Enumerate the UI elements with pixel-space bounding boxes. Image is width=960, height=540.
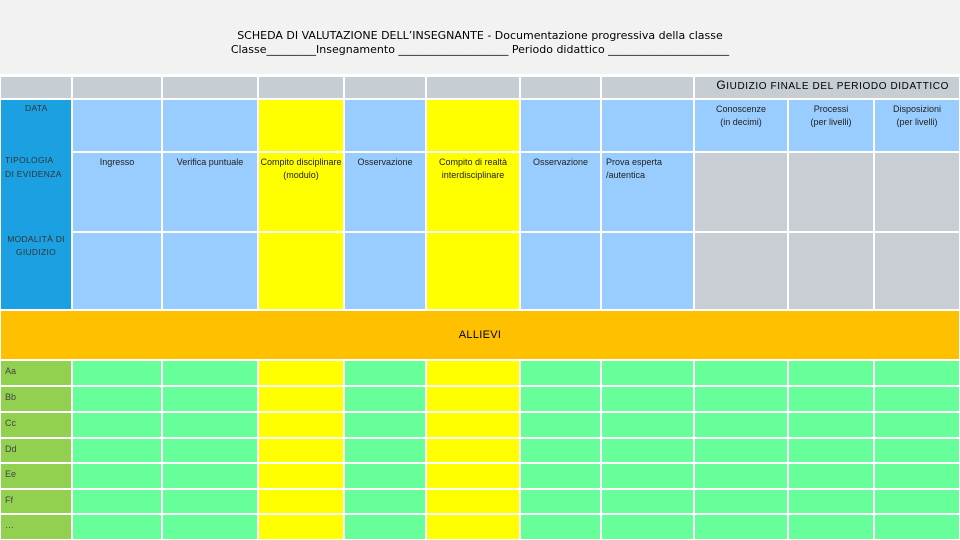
student-grade-cell[interactable]: [601, 386, 694, 412]
student-grade-cell[interactable]: [788, 438, 874, 463]
student-grade-cell[interactable]: [426, 514, 520, 540]
student-name: Dd: [5, 444, 17, 454]
student-grade-cell[interactable]: [344, 489, 426, 514]
final-column-subtitle: (in decimi): [720, 117, 762, 127]
evidence-type-cell: [258, 152, 344, 232]
student-name: Bb: [5, 392, 17, 402]
header-strip-cell: [426, 76, 520, 99]
modalita-cell[interactable]: [72, 232, 162, 310]
final-column-subtitle: (per livelli): [810, 117, 852, 127]
student-grade-cell[interactable]: [874, 514, 960, 540]
final-grade-cell[interactable]: [874, 232, 960, 310]
data-label: DATA: [25, 103, 48, 113]
student-grade-cell[interactable]: [601, 489, 694, 514]
evidence-type-cell: [520, 152, 601, 232]
student-grade-cell[interactable]: [694, 438, 788, 463]
final-column-header: [788, 99, 874, 152]
header-strip-cell: [258, 76, 344, 99]
student-name-cell: [0, 412, 72, 438]
final-grade-cell[interactable]: [694, 152, 788, 232]
final-column-title: Processi: [813, 104, 849, 114]
final-grade-cell[interactable]: [788, 152, 874, 232]
student-grade-cell[interactable]: [520, 412, 601, 438]
student-grade-cell[interactable]: [162, 360, 258, 386]
tipologia-label: [5, 153, 62, 181]
evidence-type-label: Ingresso: [99, 157, 135, 167]
giudizio-finale-header: [694, 76, 960, 99]
student-name-cell: [0, 514, 72, 540]
student-grade-cell[interactable]: [344, 463, 426, 489]
header-strip-cell: [72, 76, 162, 99]
modalita-cell[interactable]: [426, 232, 520, 310]
sheet-title: SCHEDA DI VALUTAZIONE DELL’INSEGNANTE - Documentazione progressiva della classe: [237, 29, 723, 42]
student-grade-cell[interactable]: [874, 412, 960, 438]
student-grade-cell[interactable]: [72, 386, 162, 412]
final-column-header: [694, 99, 788, 152]
allievi-band: [0, 310, 960, 360]
student-grade-cell[interactable]: [601, 514, 694, 540]
evidence-type-cell: [72, 152, 162, 232]
student-grade-cell[interactable]: [162, 463, 258, 489]
student-grade-cell[interactable]: [520, 514, 601, 540]
student-grade-cell[interactable]: [694, 360, 788, 386]
giudizio-finale-title-initial: G: [716, 78, 727, 92]
student-grade-cell[interactable]: [258, 412, 344, 438]
student-name: Cc: [5, 418, 16, 428]
student-grade-cell[interactable]: [344, 360, 426, 386]
final-column-title: Disposizioni: [892, 104, 942, 114]
student-name-cell: [0, 386, 72, 412]
student-grade-cell[interactable]: [344, 412, 426, 438]
evidence-type-label: Osservazione: [357, 157, 413, 167]
student-grade-cell[interactable]: [601, 360, 694, 386]
student-grade-cell[interactable]: [426, 438, 520, 463]
student-grade-cell[interactable]: [72, 514, 162, 540]
student-grade-cell[interactable]: [601, 412, 694, 438]
student-grade-cell[interactable]: [426, 360, 520, 386]
student-grade-cell[interactable]: [694, 463, 788, 489]
final-grade-cell[interactable]: [874, 152, 960, 232]
student-grade-cell[interactable]: [520, 438, 601, 463]
student-grade-cell[interactable]: [344, 438, 426, 463]
evidence-type-label: Compito di realtà interdisciplinare: [438, 157, 508, 180]
sheet-subtitle: Classe_________Insegnamento ____________________ Periodo didattico ______________________: [230, 43, 730, 56]
student-grade-cell[interactable]: [694, 514, 788, 540]
modalita-cell[interactable]: [162, 232, 258, 310]
student-grade-cell[interactable]: [258, 438, 344, 463]
student-grade-cell[interactable]: [426, 489, 520, 514]
student-grade-cell[interactable]: [426, 386, 520, 412]
final-grade-cell[interactable]: [694, 232, 788, 310]
student-name: …: [5, 520, 14, 530]
student-name-cell: [0, 463, 72, 489]
date-cell[interactable]: [72, 99, 162, 152]
final-grade-cell[interactable]: [788, 232, 874, 310]
student-grade-cell[interactable]: [601, 438, 694, 463]
student-grade-cell[interactable]: [788, 463, 874, 489]
evidence-type-cell: [344, 152, 426, 232]
evidence-type-cell: [162, 152, 258, 232]
student-grade-cell[interactable]: [72, 463, 162, 489]
student-grade-cell[interactable]: [874, 360, 960, 386]
final-column-subtitle: (per livelli): [896, 117, 938, 127]
student-grade-cell[interactable]: [72, 412, 162, 438]
student-grade-cell[interactable]: [694, 386, 788, 412]
modalita-cell[interactable]: [601, 232, 694, 310]
student-grade-cell[interactable]: [72, 489, 162, 514]
tipologia-label-line1: TIPOLOGIA: [5, 155, 54, 165]
student-name: Ee: [5, 469, 17, 479]
header-strip-cell: [162, 76, 258, 99]
student-grade-cell[interactable]: [72, 438, 162, 463]
student-grade-cell[interactable]: [162, 514, 258, 540]
modalita-label-line2: GIUDIZIO: [15, 247, 57, 257]
student-name-cell: [0, 438, 72, 463]
student-grade-cell[interactable]: [601, 463, 694, 489]
student-grade-cell[interactable]: [162, 489, 258, 514]
student-grade-cell[interactable]: [520, 360, 601, 386]
modalita-cell[interactable]: [520, 232, 601, 310]
student-grade-cell[interactable]: [72, 360, 162, 386]
student-grade-cell[interactable]: [788, 386, 874, 412]
final-column-header: [874, 99, 960, 152]
header-strip-cell: [0, 76, 72, 99]
evidence-type-label: Osservazione: [532, 157, 589, 167]
evidence-type-cell: [601, 152, 694, 232]
student-grade-cell[interactable]: [694, 412, 788, 438]
student-grade-cell[interactable]: [162, 438, 258, 463]
date-cell[interactable]: [426, 99, 520, 152]
student-grade-cell[interactable]: [426, 412, 520, 438]
student-name: Ff: [5, 495, 13, 505]
left-label-column: [0, 99, 72, 310]
header-strip-cell: [520, 76, 601, 99]
student-grade-cell[interactable]: [258, 514, 344, 540]
student-grade-cell[interactable]: [520, 386, 601, 412]
student-grade-cell[interactable]: [162, 412, 258, 438]
student-grade-cell[interactable]: [874, 438, 960, 463]
evidence-type-label: Verifica puntuale: [176, 157, 244, 167]
modalita-cell[interactable]: [344, 232, 426, 310]
header-strip-cell: [344, 76, 426, 99]
final-column-title: Conoscenze: [715, 104, 767, 114]
student-grade-cell[interactable]: [520, 463, 601, 489]
student-grade-cell[interactable]: [520, 489, 601, 514]
student-grade-cell[interactable]: [788, 412, 874, 438]
evidence-type-label: Prova esperta /autentica: [606, 157, 663, 180]
header-strip-cell: [601, 76, 694, 99]
student-grade-cell[interactable]: [694, 489, 788, 514]
evidence-type-cell: [426, 152, 520, 232]
tipologia-label-line2: DI EVIDENZA: [5, 169, 62, 179]
student-grade-cell[interactable]: [258, 386, 344, 412]
date-cell[interactable]: [258, 99, 344, 152]
date-cell[interactable]: [344, 99, 426, 152]
student-grade-cell[interactable]: [258, 489, 344, 514]
evidence-type-label: Compito disciplinare (modulo): [260, 157, 342, 180]
allievi-label: ALLIEVI: [458, 329, 502, 341]
student-grade-cell[interactable]: [788, 489, 874, 514]
date-cell[interactable]: [520, 99, 601, 152]
student-grade-cell[interactable]: [788, 360, 874, 386]
student-grade-cell[interactable]: [788, 514, 874, 540]
date-cell[interactable]: [162, 99, 258, 152]
student-grade-cell[interactable]: [874, 489, 960, 514]
student-grade-cell[interactable]: [874, 463, 960, 489]
student-name: Aa: [5, 366, 17, 376]
student-grade-cell[interactable]: [162, 386, 258, 412]
student-grade-cell[interactable]: [426, 463, 520, 489]
modalita-cell[interactable]: [258, 232, 344, 310]
student-grade-cell[interactable]: [258, 360, 344, 386]
student-grade-cell[interactable]: [344, 386, 426, 412]
date-cell[interactable]: [601, 99, 694, 152]
student-grade-cell[interactable]: [258, 463, 344, 489]
student-grade-cell[interactable]: [344, 514, 426, 540]
giudizio-finale-title: [716, 78, 949, 92]
student-name-cell: [0, 360, 72, 386]
modalita-label: [5, 233, 67, 259]
giudizio-finale-title-rest: IUDIZIO FINALE DEL PERIODO DIDATTICO: [726, 81, 949, 92]
student-grade-cell[interactable]: [874, 386, 960, 412]
student-name-cell: [0, 489, 72, 514]
modalita-label-line1: MODALITÀ DI: [7, 234, 65, 244]
